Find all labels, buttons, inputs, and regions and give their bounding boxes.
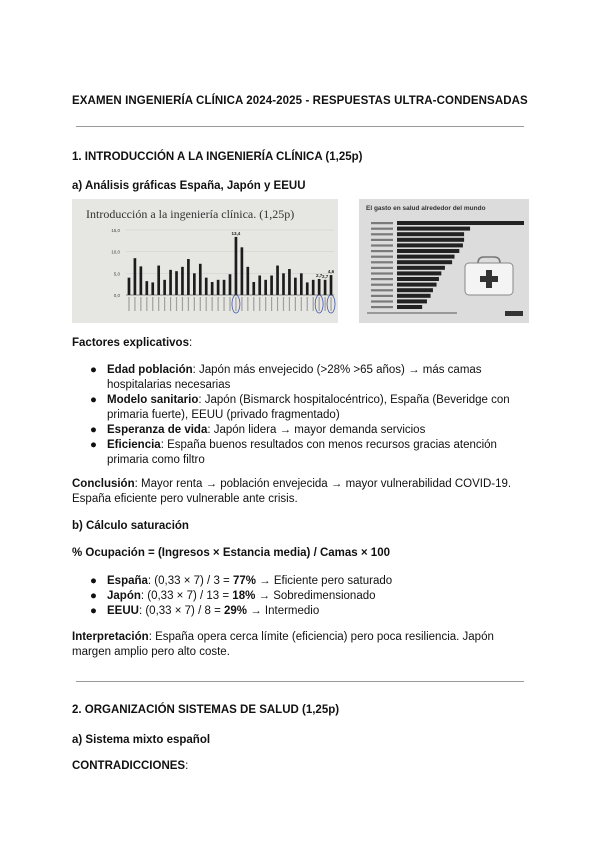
- bar: [397, 294, 431, 298]
- country-label-mark: [371, 300, 393, 302]
- factor-term: Edad población: [107, 364, 193, 376]
- first-aid-kit-icon: [465, 257, 513, 295]
- conclusion-paragraph: [72, 477, 532, 507]
- chart-title: Introducción a la ingeniería clínica. (1,25p): [86, 207, 295, 221]
- section-2-heading: 2. ORGANIZACIÓN SISTEMAS DE SALUD (1,25p): [72, 704, 340, 716]
- bar: [211, 282, 214, 295]
- category-label-mark: [176, 297, 177, 311]
- country-label-mark: [371, 261, 393, 263]
- bar: [264, 280, 267, 295]
- bullet: ●: [90, 364, 97, 376]
- bar: [306, 282, 309, 295]
- bar: [217, 280, 220, 295]
- bullet: ●: [90, 394, 97, 406]
- category-label-mark: [164, 297, 165, 311]
- y-tick-label: 15,0: [111, 228, 120, 233]
- country-name: Japón: [107, 590, 141, 602]
- bar: [397, 271, 441, 275]
- category-label-mark: [324, 297, 325, 311]
- bar: [330, 275, 333, 295]
- bar: [157, 266, 160, 295]
- contradicciones-label: CONTRADICCIONES:: [72, 760, 189, 772]
- factors-list: [72, 363, 532, 468]
- calculation-item: [72, 604, 532, 619]
- country-label-mark: [371, 278, 393, 280]
- bar: [397, 255, 455, 259]
- bar: [223, 280, 226, 295]
- calc-expression: : (0,33 × 7) / 8 =: [138, 605, 224, 617]
- category-label-mark: [218, 297, 219, 311]
- data-label: 2,7: [316, 272, 323, 278]
- y-tick-label: 0,0: [113, 293, 120, 298]
- bar: [397, 305, 422, 309]
- bar: [282, 273, 285, 295]
- category-label-mark: [277, 297, 278, 311]
- category-label-mark: [200, 297, 201, 311]
- category-label-mark: [128, 297, 129, 311]
- bar: [397, 243, 463, 247]
- factor-term: Esperanza de vida: [107, 424, 208, 436]
- country-label-mark: [371, 222, 393, 224]
- country-label-mark: [371, 239, 393, 241]
- section-2a-heading: a) Sistema mixto español: [72, 734, 211, 746]
- bar: [276, 266, 279, 295]
- divider: [76, 126, 524, 127]
- category-label-mark: [241, 297, 242, 311]
- bar: [169, 270, 172, 295]
- bar: [397, 232, 464, 236]
- bar: [397, 260, 452, 264]
- bar: [229, 274, 232, 295]
- category-label-mark: [319, 297, 320, 311]
- category-label-mark: [229, 297, 230, 311]
- factor-text: : Japón (Bismarck hospitalocéntrico), España (Beveridge con primaria fuerte), EEUU (privado fragmentado): [107, 394, 510, 421]
- bar: [246, 267, 249, 295]
- category-label-mark: [188, 297, 189, 311]
- category-label-mark: [223, 297, 224, 311]
- category-label-mark: [158, 297, 159, 311]
- category-label-mark: [301, 297, 302, 311]
- category-label-mark: [289, 297, 290, 311]
- category-label-mark: [247, 297, 248, 311]
- country-name: EEUU: [107, 605, 139, 617]
- factor-text: : Japón lidera → mayor demanda servicios: [207, 424, 426, 436]
- bar: [397, 221, 524, 225]
- bar: [397, 266, 445, 270]
- bar: [324, 280, 327, 295]
- y-tick-label: 10,0: [111, 249, 120, 255]
- bar: [397, 299, 427, 303]
- calc-result: 29%: [223, 605, 248, 617]
- formula: % Ocupación = (Ingresos × Estancia media) / Camas × 100: [72, 547, 390, 559]
- category-label-mark: [271, 297, 272, 311]
- bar-chart-image: [72, 199, 338, 323]
- bar: [397, 227, 470, 231]
- category-label-mark: [235, 297, 236, 311]
- bar: [300, 273, 303, 295]
- country-name: España: [107, 575, 148, 587]
- country-label-mark: [371, 295, 393, 297]
- bar: [140, 266, 143, 295]
- bullet: ●: [90, 590, 97, 602]
- factor-term: Modelo sanitario: [107, 394, 199, 406]
- section-1-heading: 1. INTRODUCCIÓN A LA INGENIERÍA CLÍNICA (1,25p): [72, 151, 363, 163]
- bar: [163, 280, 166, 295]
- factor-item: [72, 438, 532, 468]
- factor-item: [72, 363, 532, 393]
- bar: [397, 288, 433, 292]
- bar: [181, 267, 184, 295]
- country-label-mark: [371, 267, 393, 269]
- calc-note: → Eficiente pero saturado: [255, 575, 393, 587]
- category-label-mark: [182, 297, 183, 311]
- country-label-mark: [371, 256, 393, 258]
- category-label-mark: [295, 297, 296, 311]
- bullet: ●: [90, 439, 97, 451]
- bar: [205, 278, 208, 295]
- y-tick-label: 5,0: [113, 271, 120, 277]
- country-label-mark: [371, 272, 393, 274]
- data-label: 4,6: [327, 269, 335, 275]
- country-label-mark: [371, 228, 393, 230]
- section-1a-heading: a) Análisis gráficas España, Japón y EEUU: [72, 180, 306, 192]
- category-label-mark: [146, 297, 147, 311]
- bar: [397, 283, 437, 287]
- category-label-mark: [206, 297, 207, 311]
- footnote-mark: [367, 312, 457, 314]
- source-logo: [505, 311, 523, 316]
- bullet: ●: [90, 575, 97, 587]
- category-label-mark: [194, 297, 195, 311]
- interpretation-paragraph: [72, 630, 532, 660]
- health-spending-chart: [359, 199, 529, 323]
- bar: [187, 259, 190, 295]
- country-label-mark: [371, 284, 393, 286]
- category-label-mark: [307, 297, 308, 311]
- calc-expression: : (0,33 × 7) / 13 =: [140, 590, 233, 602]
- bar: [193, 273, 196, 295]
- category-label-mark: [212, 297, 213, 311]
- factor-term: Eficiencia: [107, 439, 161, 451]
- section-1b-heading: b) Cálculo saturación: [72, 520, 189, 532]
- bar: [258, 276, 261, 296]
- bar: [397, 277, 439, 281]
- category-label-mark: [134, 297, 135, 311]
- calc-note: → Sobredimensionado: [255, 590, 376, 602]
- category-label-mark: [283, 297, 284, 311]
- bar: [128, 278, 131, 295]
- bar: [175, 271, 178, 295]
- category-label-mark: [253, 297, 254, 311]
- bar: [134, 258, 137, 295]
- bar: [397, 238, 464, 242]
- category-label-mark: [140, 297, 141, 311]
- bar: [312, 280, 315, 295]
- bar: [252, 282, 255, 295]
- category-label-mark: [152, 297, 153, 311]
- calculation-item: [72, 574, 532, 589]
- interpretation-label: Interpretación: [72, 631, 149, 643]
- factors-label: Factores explicativos:: [72, 337, 193, 349]
- factor-item: [72, 423, 532, 438]
- calc-result: 77%: [232, 575, 256, 587]
- bar: [199, 264, 202, 295]
- bullet: ●: [90, 424, 97, 436]
- bar: [288, 269, 291, 295]
- divider: [76, 681, 524, 682]
- calc-result: 18%: [232, 590, 256, 602]
- health-spending-image: [359, 199, 529, 323]
- interpretation-text: : España opera cerca límite (eficiencia) pero poca resiliencia. Japón margen amplio pero alto coste.: [72, 631, 494, 658]
- factor-item: [72, 393, 532, 423]
- bar: [294, 278, 297, 295]
- calc-expression: : (0,33 × 7) / 3 =: [147, 575, 233, 587]
- category-label-mark: [170, 297, 171, 311]
- category-label-mark: [265, 297, 266, 311]
- calculation-list: [72, 574, 532, 619]
- country-label-mark: [371, 289, 393, 291]
- bar: [241, 247, 244, 295]
- category-label-mark: [313, 297, 314, 311]
- factor-text: : Japón más envejecido (>28% >65 años) → más camas hospitalarias necesarias: [107, 364, 482, 391]
- bar: [318, 279, 321, 295]
- country-label-mark: [371, 306, 393, 308]
- calculation-item: [72, 589, 532, 604]
- calc-note: → Intermedio: [247, 605, 320, 617]
- country-label-mark: [371, 244, 393, 246]
- conclusion-label: Conclusión: [72, 478, 135, 490]
- conclusion-text: : Mayor renta → población envejecida → mayor vulnerabilidad COVID-19. España eficiente pero vulnerable ante crisis.: [72, 478, 512, 505]
- country-label-mark: [371, 250, 393, 252]
- bar: [235, 237, 238, 295]
- bar: [270, 276, 273, 296]
- bar: [397, 249, 459, 253]
- data-label: 13,4: [231, 230, 241, 236]
- bar: [151, 282, 154, 295]
- factor-text: : España buenos resultados con menos recursos gracias atención primaria como filtro: [107, 439, 497, 466]
- bar-chart: [72, 199, 338, 323]
- data-label: 2,7: [321, 273, 329, 279]
- category-label-mark: [330, 297, 331, 311]
- category-label-mark: [259, 297, 260, 311]
- bar: [145, 281, 148, 295]
- health-spending-title: El gasto en salud alrededor del mundo: [366, 205, 486, 212]
- document-title: EXAMEN INGENIERÍA CLÍNICA 2024-2025 - RESPUESTAS ULTRA-CONDENSADAS: [72, 95, 528, 107]
- bullet: ●: [90, 605, 97, 617]
- country-label-mark: [371, 233, 393, 235]
